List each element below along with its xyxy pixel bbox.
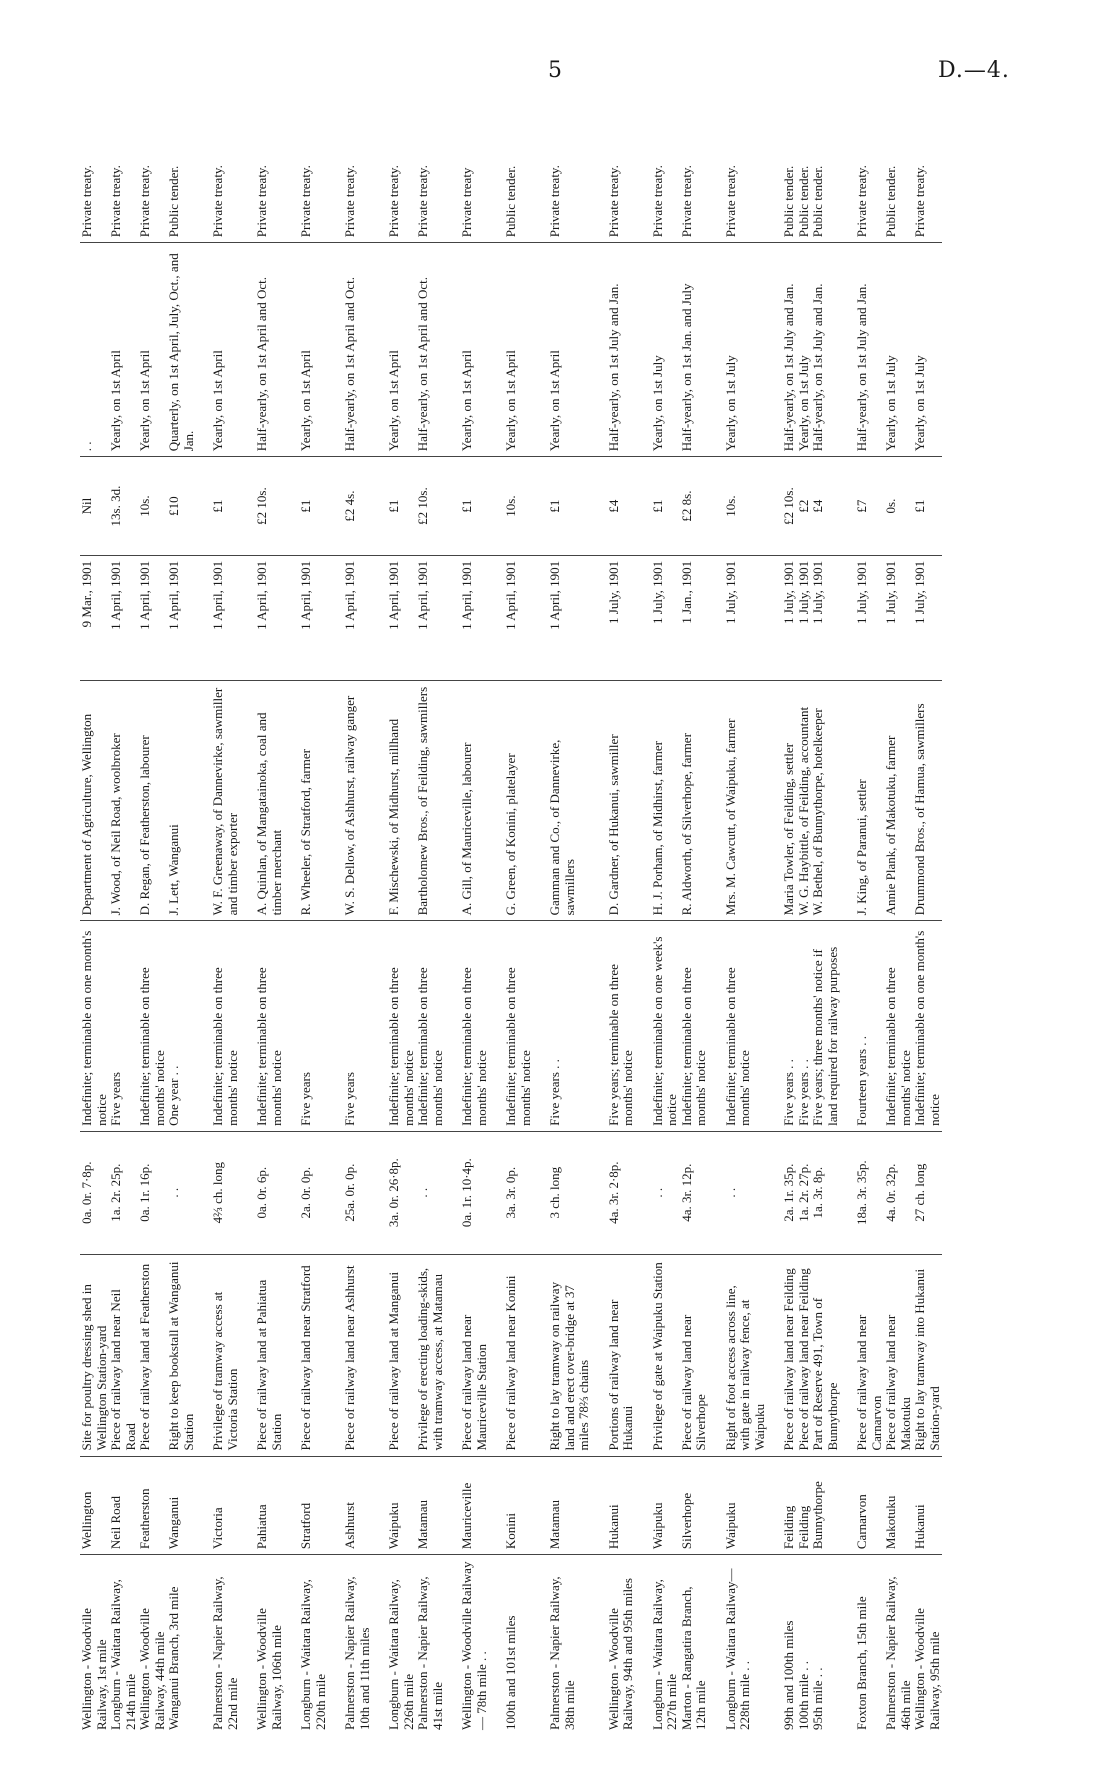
station-cell: Wanganui <box>167 1456 196 1555</box>
location-cell: Marton - Rangatira Branch, 12th mile <box>678 1586 708 1730</box>
term-cell: Five years <box>109 921 138 1131</box>
location-cell: Wellington - Woodville Railway, 94th and 95th miles <box>605 1578 635 1730</box>
purpose-cell: Right to keep bookstall at Wanganui Station <box>167 1254 196 1456</box>
date-cell: 1 April, 1901 <box>109 555 138 680</box>
term-cell: Indefinite; terminable on three months' notice <box>138 921 167 1131</box>
table-row <box>811 108 840 1735</box>
purpose-cell: Piece of railway land near Silverhope <box>680 1254 709 1456</box>
table-row <box>196 108 240 1735</box>
rent-cell: £1 <box>445 457 489 556</box>
rent-cell: £1 <box>636 457 680 556</box>
station-cell: Silverhope <box>680 1456 709 1555</box>
area-cell: 2a. 1r. 35p. <box>767 1131 797 1254</box>
purpose-cell: Piece of railway land near Feilding <box>797 1254 812 1456</box>
tenure-cell: Private treaty. <box>196 108 240 243</box>
lessee-cell: W. Bethel, of Bunnythorpe, hotelkeeper <box>811 680 840 921</box>
purpose-cell: Privilege of gate at Waipuku Station <box>636 1254 680 1456</box>
rent-cell: £7 <box>840 457 884 556</box>
location-cell: Longburn - Waitara Railway, 227th mile <box>649 1579 679 1730</box>
purpose-cell: Piece of railway land near Feilding <box>767 1254 797 1456</box>
rotated-table-region <box>80 108 1010 1735</box>
rent-cell: £2 <box>797 457 812 556</box>
area-cell: 3a. 0r. 26·8p. <box>372 1131 416 1254</box>
location-cell: Longburn - Waitara Railway— 228th mile . . <box>722 1568 752 1730</box>
rent-cell: £10 <box>167 457 196 556</box>
rent-cell: £2 8s. <box>680 457 709 556</box>
payable-cell: Yearly, on 1st July <box>913 243 942 457</box>
payable-cell: Quarterly, on 1st April, July, Oct., and Jan. <box>167 243 196 457</box>
table-row <box>884 108 913 1735</box>
location-cell: Longburn - Waitara Railway, 214th mile <box>108 1579 138 1730</box>
tenure-cell: Private treaty. <box>80 108 109 243</box>
date-cell: 1 April, 1901 <box>196 555 240 680</box>
rent-cell: 10s. <box>138 457 167 556</box>
location-cell: Wellington - Woodville Railway— 78th mile . . <box>459 1561 489 1730</box>
term-cell: Five years . . <box>797 921 812 1131</box>
payable-cell: Yearly, on 1st July <box>884 243 913 457</box>
term-cell: Indefinite; terminable on one month's notice <box>913 921 942 1131</box>
lessee-cell: W. F. Greenaway, of Dannevirke, sawmiller and timber exporter <box>196 680 240 921</box>
location-cell: Palmerston - Napier Railway, 10th and 11th miles <box>342 1576 372 1730</box>
area-cell: 0a. 0r. 6p. <box>240 1131 284 1254</box>
area-cell: 0a. 1r. 16p. <box>138 1131 167 1254</box>
location-cell: 100th mile . . <box>795 1661 811 1730</box>
date-cell: 1 April, 1901 <box>416 555 445 680</box>
rent-cell: 0s. <box>884 457 913 556</box>
payable-cell: . . <box>80 243 109 457</box>
station-cell: Matamau <box>533 1456 592 1555</box>
location-cell: 99th and 100th miles <box>781 1620 796 1730</box>
payable-cell: Half-yearly, on 1st April and Oct. <box>416 243 445 457</box>
station-cell: Carnarvon <box>840 1456 884 1555</box>
table-row <box>636 108 680 1735</box>
station-cell: Hukanui <box>592 1456 636 1555</box>
date-cell: 1 April, 1901 <box>328 555 372 680</box>
location-cell: Wellington - Woodville Railway, 95th mile <box>912 1608 942 1730</box>
term-cell: Fourteen years . . <box>840 921 884 1131</box>
station-cell: Featherston <box>138 1456 167 1555</box>
table-row <box>167 108 196 1735</box>
purpose-cell: Piece of railway land near Makotuku <box>884 1254 913 1456</box>
tenure-cell: Private treaty. <box>636 108 680 243</box>
table-row <box>489 108 533 1735</box>
rent-cell: £2 10s. <box>240 457 284 556</box>
purpose-cell: Piece of railway land at Pahiatua Station <box>240 1254 284 1456</box>
area-cell: . . <box>167 1131 196 1254</box>
lessee-cell: W. S. Dellow, of Ashhurst, railway ganger <box>328 680 372 921</box>
tenure-cell: Private treaty. <box>680 108 709 243</box>
lessee-cell: Mrs. M. Cawcutt, of Waipuku, farmer <box>709 680 768 921</box>
tenure-cell: Private treaty. <box>328 108 372 243</box>
area-cell: 0a. 1r. 10·4p. <box>445 1131 489 1254</box>
tenure-cell: Private treaty. <box>240 108 284 243</box>
payable-cell: Half-yearly, on 1st July and Jan. <box>840 243 884 457</box>
term-cell: Five years <box>328 921 372 1131</box>
location-cell: Wellington - Woodville Railway, 106th mile <box>254 1608 284 1730</box>
payable-cell: Yearly, on 1st April <box>196 243 240 457</box>
area-cell: 25a. 0r. 0p. <box>328 1131 372 1254</box>
table-row <box>328 108 372 1735</box>
station-cell: Feilding <box>767 1456 797 1555</box>
station-cell: Hukanui <box>913 1456 942 1555</box>
location-cell: Palmerston - Napier Railway, 46th mile <box>883 1576 913 1730</box>
area-cell: 18a. 3r. 35p. <box>840 1131 884 1254</box>
purpose-cell: Right to lay tramway into Hukanui Station-yard <box>913 1254 942 1456</box>
payable-cell: Yearly, on 1st April <box>445 243 489 457</box>
lessee-cell: H. J. Porham, of Midhirst, farmer <box>636 680 680 921</box>
lessee-cell: F. Mischewski, of Midhurst, millhand <box>372 680 416 921</box>
location-cell: Wellington - Woodville Railway, 1st mile <box>79 1608 109 1730</box>
table-row <box>797 108 812 1735</box>
rent-cell: £1 <box>913 457 942 556</box>
date-cell: 1 July, 1901 <box>840 555 884 680</box>
term-cell: Indefinite; terminable on one week's notice <box>636 921 680 1131</box>
lessee-cell: A. Quinlan, of Mangatainoka, coal and timber merchant <box>240 680 284 921</box>
lessee-cell: J. King, of Paranui, settler <box>840 680 884 921</box>
table-row <box>533 108 592 1735</box>
station-cell: Bunnythorpe <box>811 1456 840 1555</box>
table-row <box>80 108 109 1735</box>
leases-table-body <box>80 108 942 1735</box>
rent-cell: 13s. 3d. <box>109 457 138 556</box>
purpose-cell: Privilege of erecting loading-skids, with tramway access, at Matamau <box>416 1254 445 1456</box>
date-cell: 1 April, 1901 <box>533 555 592 680</box>
payable-cell: Half-yearly, on 1st July and Jan. <box>811 243 840 457</box>
station-cell: Mauriceville <box>445 1456 489 1555</box>
purpose-cell: Piece of railway land near Konini <box>489 1254 533 1456</box>
area-cell: 4a. 3r. 12p. <box>680 1131 709 1254</box>
term-cell: Five years . . <box>767 921 797 1131</box>
leases-table <box>80 108 942 1735</box>
tenure-cell: Private treaty. <box>913 108 942 243</box>
payable-cell: Yearly, on 1st July <box>709 243 768 457</box>
area-cell: 4a. 0r. 32p. <box>884 1131 913 1254</box>
table-row <box>416 108 445 1735</box>
tenure-cell: Private treaty. <box>138 108 167 243</box>
date-cell: 1 Jan., 1901 <box>680 555 709 680</box>
location-cell: Palmerston - Napier Railway, 22nd mile <box>210 1576 240 1730</box>
area-cell: 1a. 3r. 8p. <box>811 1131 840 1254</box>
lessee-cell: Annie Plank, of Makotuku, farmer <box>884 680 913 921</box>
location-cell: Palmerston - Napier Railway, 41st mile <box>415 1576 445 1730</box>
station-cell: Konini <box>489 1456 533 1555</box>
area-cell: 4a. 3r. 2·8p. <box>592 1131 636 1254</box>
date-cell: 1 April, 1901 <box>240 555 284 680</box>
lessee-cell: Gamman and Co., of Dannevirke, sawmillers <box>533 680 592 921</box>
table-row <box>709 108 768 1735</box>
purpose-cell: Piece of railway land near Neil Road <box>109 1254 138 1456</box>
location-cell: Longburn - Waitara Railway, 226th mile <box>386 1579 416 1730</box>
area-cell: . . <box>416 1131 445 1254</box>
station-cell: Neil Road <box>109 1456 138 1555</box>
lessee-cell: W. G. Haybittle, of Feilding, accountant <box>797 680 812 921</box>
purpose-cell: Piece of railway land at Featherston <box>138 1254 167 1456</box>
lessee-cell: Maria Towler, of Feilding, settler <box>767 680 797 921</box>
term-cell: Indefinite; terminable on three months' notice <box>709 921 768 1131</box>
date-cell: 1 July, 1901 <box>767 555 797 680</box>
payable-cell: Yearly, on 1st July <box>797 243 812 457</box>
station-cell: Makotuku <box>884 1456 913 1555</box>
location-cell: 100th and 101st miles <box>503 1615 518 1730</box>
area-cell: 1a. 2r. 27p. <box>797 1131 812 1254</box>
term-cell: One year . . <box>167 921 196 1131</box>
purpose-cell: Part of Reserve 491, Town of Bunnythorpe <box>811 1254 840 1456</box>
tenure-cell: Private treaty. <box>709 108 768 243</box>
payable-cell: Yearly, on 1st April <box>372 243 416 457</box>
purpose-cell: Right of foot access across line, with gate in railway fence, at Waipuku <box>709 1254 768 1456</box>
area-cell: 3a. 3r. 0p. <box>489 1131 533 1254</box>
tenure-cell: Private treaty. <box>592 108 636 243</box>
table-row <box>913 108 942 1735</box>
date-cell: 1 April, 1901 <box>372 555 416 680</box>
document-reference: D.—4. <box>938 58 1010 83</box>
payable-cell: Half-yearly, on 1st April and Oct. <box>328 243 372 457</box>
date-cell: 1 July, 1901 <box>913 555 942 680</box>
rent-cell: £1 <box>533 457 592 556</box>
purpose-cell: Privilege of tramway access at Victoria Station <box>196 1254 240 1456</box>
lessee-cell: R. Wheeler, of Stratford, farmer <box>284 680 328 921</box>
term-cell: Indefinite; terminable on three months' notice <box>372 921 416 1131</box>
lessee-cell: Drummond Bros., of Hamua, sawmillers <box>913 680 942 921</box>
rent-cell: 10s. <box>709 457 768 556</box>
date-cell: 9 Mar., 1901 <box>80 555 109 680</box>
date-cell: 1 April, 1901 <box>445 555 489 680</box>
station-cell: Wellington <box>80 1456 109 1555</box>
term-cell: Indefinite; terminable on three months' notice <box>489 921 533 1131</box>
table-row <box>109 108 138 1735</box>
station-cell: Ashhurst <box>328 1456 372 1555</box>
purpose-cell: Piece of railway land near Stratford <box>284 1254 328 1456</box>
payable-cell: Yearly, on 1st April <box>109 243 138 457</box>
date-cell: 1 July, 1901 <box>592 555 636 680</box>
area-cell: 0a. 0r. 7·8p. <box>80 1131 109 1254</box>
location-cell: Wanganui Branch, 3rd mile <box>166 1586 181 1730</box>
date-cell: 1 April, 1901 <box>489 555 533 680</box>
date-cell: 1 April, 1901 <box>138 555 167 680</box>
station-cell: Feilding <box>797 1456 812 1555</box>
term-cell: Five years; three months' notice if land required for railway purposes <box>811 921 840 1131</box>
station-cell: Victoria <box>196 1456 240 1555</box>
station-cell: Stratford <box>284 1456 328 1555</box>
payable-cell: Yearly, on 1st July <box>636 243 680 457</box>
tenure-cell: Private treaty. <box>533 108 592 243</box>
payable-cell: Yearly, on 1st April <box>489 243 533 457</box>
area-cell: 4⅔ ch. long <box>196 1131 240 1254</box>
payable-cell: Yearly, on 1st April <box>138 243 167 457</box>
table-row <box>138 108 167 1735</box>
term-cell: Five years <box>284 921 328 1131</box>
rent-cell: £1 <box>196 457 240 556</box>
payable-cell: Half-yearly, on 1st July and Jan. <box>767 243 797 457</box>
tenure-cell: Public tender. <box>489 108 533 243</box>
date-cell: 1 April, 1901 <box>284 555 328 680</box>
tenure-cell: Private treaty. <box>416 108 445 243</box>
purpose-cell: Piece of railway land near Mauriceville Station <box>445 1254 489 1456</box>
lessee-cell: D. Gardner, of Hukanui, sawmiller <box>592 680 636 921</box>
term-cell: Indefinite; terminable on three months' notice <box>445 921 489 1131</box>
lessee-cell: R. Aldworth, of Silverhope, farmer <box>680 680 709 921</box>
area-cell: 1a. 2r. 25p. <box>109 1131 138 1254</box>
station-cell: Waipuku <box>636 1456 680 1555</box>
tenure-cell: Private treaty. <box>284 108 328 243</box>
date-cell: 1 July, 1901 <box>636 555 680 680</box>
tenure-cell: Private treaty <box>445 108 489 243</box>
term-cell: Five years; terminable on three months' notice <box>592 921 636 1131</box>
tenure-cell: Public tender. <box>884 108 913 243</box>
tenure-cell: Public tender. <box>167 108 196 243</box>
rent-cell: £1 <box>372 457 416 556</box>
purpose-cell: Piece of railway land at Manganui <box>372 1254 416 1456</box>
term-cell: Indefinite; terminable on three months' notice <box>884 921 913 1131</box>
rent-cell: £1 <box>284 457 328 556</box>
location-cell: Longburn - Waitara Railway, 220th mile <box>298 1579 328 1730</box>
area-cell: . . <box>709 1131 768 1254</box>
term-cell: Indefinite; terminable on three months' notice <box>416 921 445 1131</box>
lessee-cell: A. Gill, of Mauriceville, labourer <box>445 680 489 921</box>
table-row <box>592 108 636 1735</box>
tenure-cell: Private treaty. <box>372 108 416 243</box>
station-cell: Waipuku <box>372 1456 416 1555</box>
date-cell: 1 April, 1901 <box>167 555 196 680</box>
purpose-cell: Site for poultry dressing shed in Wellington Station-yard <box>80 1254 109 1456</box>
location-cell: Foxton Branch, 15th mile <box>854 1596 869 1730</box>
date-cell: 1 July, 1901 <box>797 555 812 680</box>
tenure-cell: Private treaty. <box>840 108 884 243</box>
lessee-cell: D. Regan, of Featherston, labourer <box>138 680 167 921</box>
purpose-cell: Piece of railway land near Carnarvon <box>840 1254 884 1456</box>
tenure-cell: Public tender. <box>811 108 840 243</box>
tenure-cell: Public tender. <box>767 108 797 243</box>
lessee-cell: G. Green, of Konini, platelayer <box>489 680 533 921</box>
table-row <box>284 108 328 1735</box>
location-cell: Wellington - Woodville Railway, 44th mile <box>137 1608 167 1730</box>
page-number: 5 <box>548 58 562 83</box>
tenure-cell: Private treaty. <box>109 108 138 243</box>
table-row <box>240 108 284 1735</box>
payable-cell: Half-yearly, on 1st April and Oct. <box>240 243 284 457</box>
rent-cell: £4 <box>811 457 840 556</box>
lessee-cell: Bartholomew Bros., of Feilding, sawmillers <box>416 680 445 921</box>
rent-cell: £2 10s. <box>767 457 797 556</box>
lessee-cell: J. Wood, of Neil Road, woolbroker <box>109 680 138 921</box>
purpose-cell: Piece of railway land near Ashhurst <box>328 1254 372 1456</box>
lessee-cell: J. Lett, Wanganui <box>167 680 196 921</box>
tenure-cell: Public tender. <box>797 108 812 243</box>
date-cell: 1 July, 1901 <box>709 555 768 680</box>
table-row <box>840 108 884 1735</box>
purpose-cell: Portions of railway land near Hukanui <box>592 1254 636 1456</box>
term-cell: Indefinite; terminable on three months' notice <box>240 921 284 1131</box>
area-cell: 2a. 0r. 0p. <box>284 1131 328 1254</box>
term-cell: Five years . . <box>533 921 592 1131</box>
payable-cell: Half-yearly, on 1st July and Jan. <box>592 243 636 457</box>
location-cell: Palmerston - Napier Railway, 38th mile <box>547 1576 577 1730</box>
station-cell: Waipuku <box>709 1456 768 1555</box>
table-row <box>680 108 709 1735</box>
lessee-cell: Department of Agriculture, Wellington <box>80 680 109 921</box>
rent-cell: £4 <box>592 457 636 556</box>
term-cell: Indefinite; terminable on one month's notice <box>80 921 109 1131</box>
table-row <box>372 108 416 1735</box>
rent-cell: 10s. <box>489 457 533 556</box>
table-row <box>445 108 489 1735</box>
rent-cell: £2 10s. <box>416 457 445 556</box>
area-cell: 27 ch. long <box>913 1131 942 1254</box>
payable-cell: Yearly, on 1st April <box>284 243 328 457</box>
purpose-cell: Right to lay tramway on railway land and erect over-bridge at 37 miles 78⅔ chains <box>533 1254 592 1456</box>
payable-cell: Yearly, on 1st April <box>533 243 592 457</box>
term-cell: Indefinite; terminable on three months' notice <box>196 921 240 1131</box>
location-cell: 95th mile . . <box>810 1667 825 1730</box>
table-row <box>767 108 797 1735</box>
rent-cell: Nil <box>80 457 109 556</box>
area-cell: 3 ch. long <box>533 1131 592 1254</box>
payable-cell: Half-yearly, on 1st Jan. and July <box>680 243 709 457</box>
date-cell: 1 July, 1901 <box>811 555 840 680</box>
term-cell: Indefinite; terminable on three months' notice <box>680 921 709 1131</box>
area-cell: . . <box>636 1131 680 1254</box>
rent-cell: £2 4s. <box>328 457 372 556</box>
station-cell: Pahiatua <box>240 1456 284 1555</box>
date-cell: 1 July, 1901 <box>884 555 913 680</box>
station-cell: Matamau <box>416 1456 445 1555</box>
